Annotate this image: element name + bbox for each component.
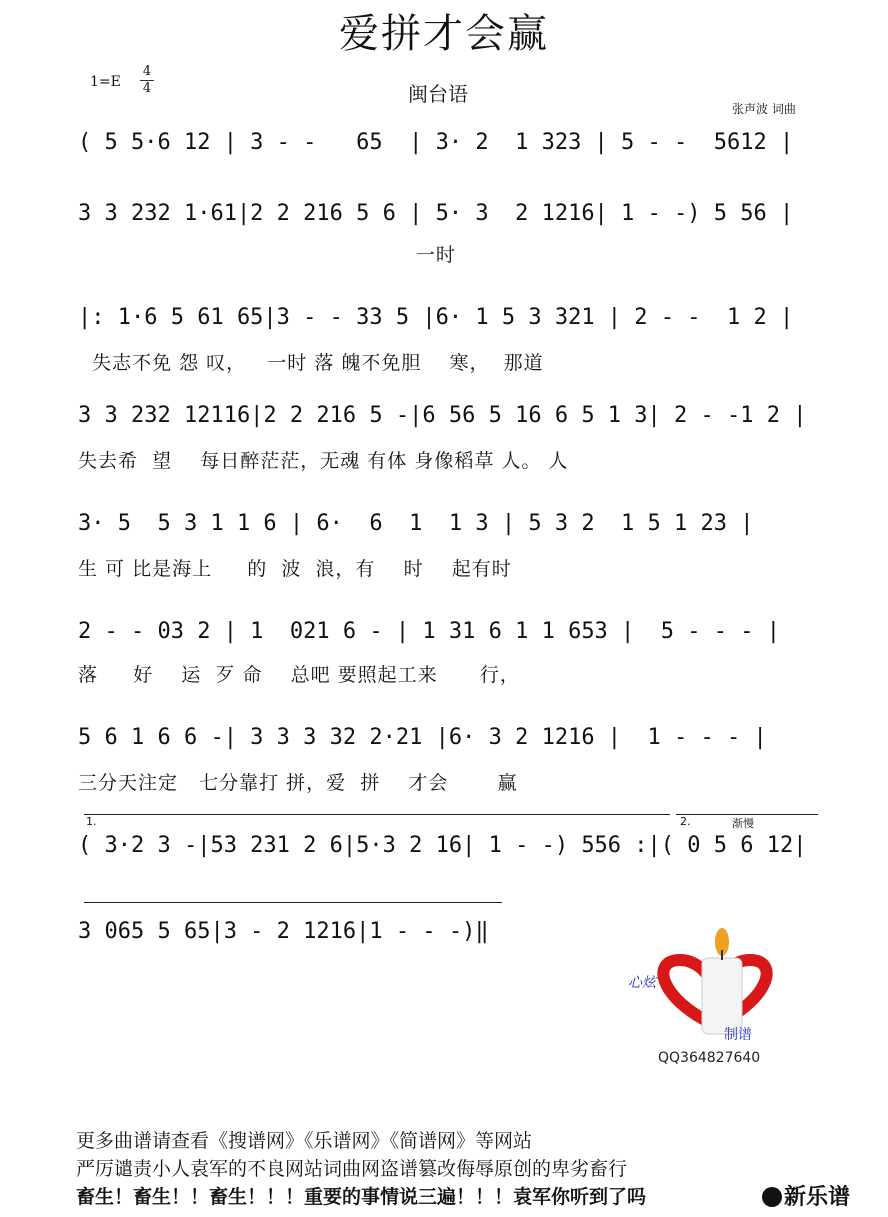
score-line-8: ( 3·2 3 -|53 231 2 6|5·3 2 16| 1 - -) 556 :|( 0 5 6 12| (78, 833, 807, 858)
logo-script: 心炫 (628, 975, 656, 991)
lyric-line-5: 生 可 比是海上 的 波 浪，有 时 起有时 (78, 558, 512, 580)
lyric-line-3: 失志不免 怨 叹， 一时 落 魄不免胆 寒， 那道 (78, 352, 544, 374)
footer-line-3: 畜生！畜生！！畜生！！！重要的事情说三遍！！！袁军你听到了吗 (76, 1186, 647, 1208)
meter-top: 4 (142, 64, 152, 79)
song-title: 爱拼才会赢 (339, 11, 549, 57)
tempo-marking: 渐慢 (732, 817, 754, 830)
record-icon (762, 1187, 782, 1207)
lyric-line-4: 失去希 望 每日醉茫茫，无魂 有体 身像稻草 人。 人 (78, 450, 569, 472)
volta-2-label: 2. (680, 815, 691, 828)
volta-1-label: 1. (86, 815, 97, 828)
lyric-line-7: 三分天注定 七分靠打 拼，爱 拼 才会 赢 (78, 772, 518, 794)
footer-line-2: 严厉谴责小人袁军的不良网站词曲网盗谱篡改侮辱原创的卑劣畜行 (76, 1158, 628, 1180)
score-line-3: |: 1·6 5 61 65|3 - - 33 5 |6· 1 5 3 321 | 2 - - 1 2 | (78, 305, 794, 330)
composer-credit: 张声波 词曲 (732, 102, 796, 116)
coda-bracket (84, 902, 502, 903)
volta-1-bracket (84, 814, 670, 815)
site-brand (762, 1180, 850, 1211)
score-line-7: 5 6 1 6 6 -| 3 3 3 32 2·21 |6· 3 2 1216 | 1 - - - | (78, 725, 767, 750)
logo-qq: QQ364827640 (658, 1050, 761, 1066)
score-line-4: 3 3 232 12116|2 2 216 5 -|6 56 5 16 6 5 1 3| 2 - -1 2 | (78, 403, 807, 428)
heart-candle-icon (620, 920, 810, 1070)
key-signature: 1=E (90, 74, 121, 90)
time-signature (140, 64, 154, 97)
score-line-6: 2 - - 03 2 | 1 021 6 - | 1 31 6 1 1 653 | 5 - - - | (78, 619, 780, 644)
score-line-9: 3 065 5 65|3 - 2 1216|1 - - -)‖ (78, 919, 489, 944)
score-line-1: ( 5 5·6 12 | 3 - - 65 | 3· 2 1 323 | 5 - - 5612 | (78, 130, 794, 155)
dialect-label: 闽台语 (408, 82, 468, 106)
logo-label: 制谱 (724, 1027, 752, 1043)
score-line-2: 3 3 232 1·61|2 2 216 5 6 | 5· 3 2 1216| 1 - -) 5 56 | (78, 201, 794, 226)
footer-line-1: 更多曲谱请查看《搜谱网》《乐谱网》《简谱网》等网站 (76, 1130, 533, 1152)
score-line-5: 3· 5 5 3 1 1 6 | 6· 6 1 1 3 | 5 3 2 1 5 1 23 | (78, 511, 754, 536)
lyric-line-2: 一时 (78, 244, 456, 266)
meter-bottom: 4 (140, 80, 154, 97)
brand-name: 新乐谱 (784, 1185, 851, 1210)
arranger-logo (620, 920, 810, 1070)
lyric-line-6: 落 好 运 歹 命 总吧 要照起工来 行， (78, 664, 520, 686)
